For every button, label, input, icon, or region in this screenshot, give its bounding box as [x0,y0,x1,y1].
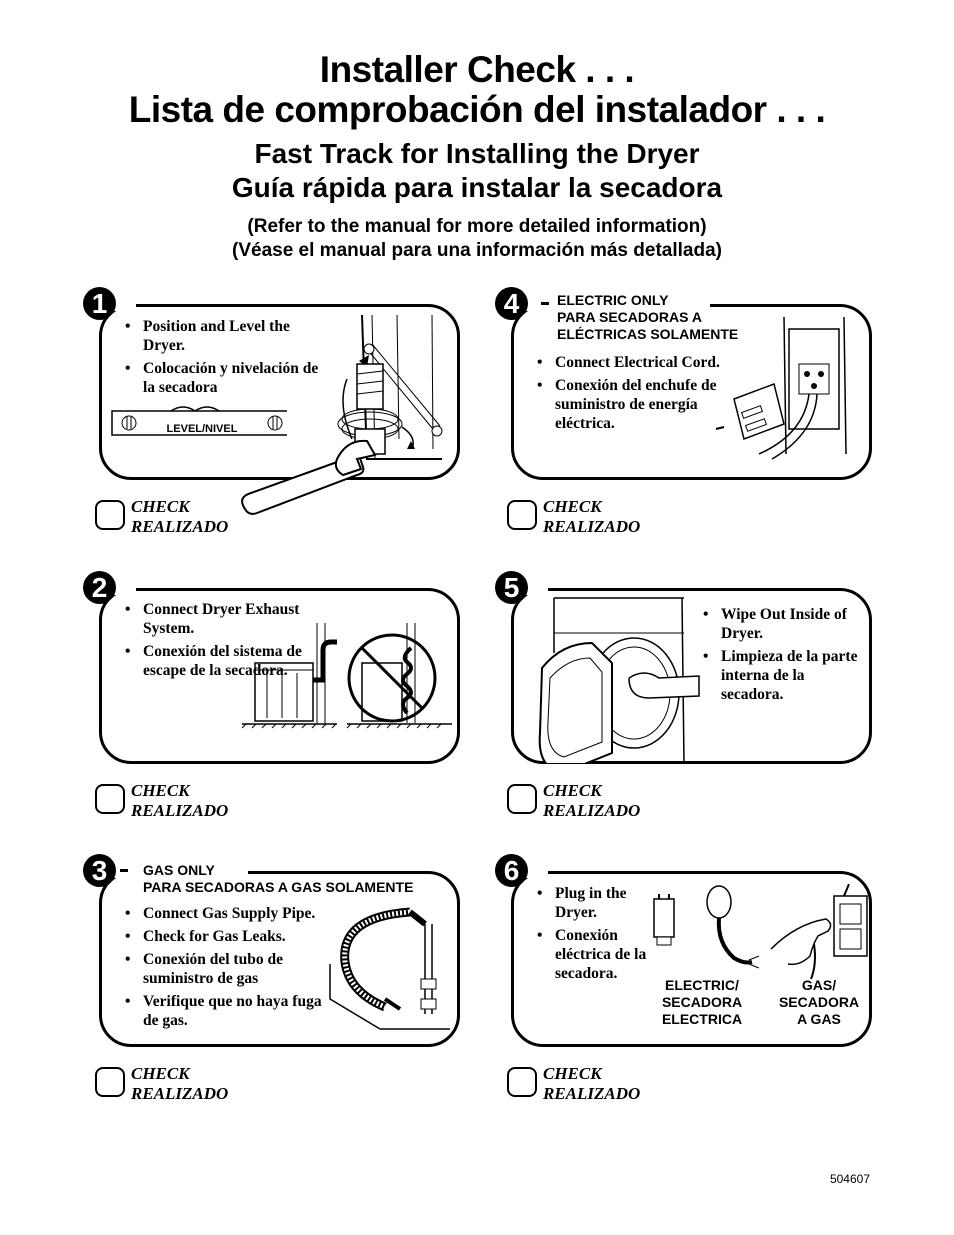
list-item: • Verifique que no haya fuga de gas. [125,992,340,1030]
step-5-instructions [703,605,863,708]
gas-only-header: GAS ONLY [143,862,215,878]
step-4-card [503,288,881,549]
electric-only-header-spanish: PARA SECADORAS A [557,309,702,325]
step-5-card [503,572,881,833]
list-item: • Colocación y nivelación de la secadora [125,359,325,397]
step-number-badge: 4 [495,287,528,320]
step-6-instructions [537,884,647,987]
refer-note-spanish: (Véase el manual para una información más detallada) [232,240,722,261]
list-item: • Connect Gas Supply Pipe. [125,904,340,923]
gas-dryer-label: GAS/ SECADORA A GAS [778,977,860,1027]
step-1-card [91,288,469,549]
step-3-card [91,855,469,1116]
check-label: CHECK REALIZADO [131,497,229,536]
level-label: LEVEL/NIVEL [166,423,238,435]
list-item: • Conexión del tubo de suministro de gas [125,950,340,988]
check-box[interactable] [507,1067,537,1097]
dryer-drum-wipe-illustration [534,593,704,763]
list-item: • Plug in the Dryer. [537,884,647,922]
check-box[interactable] [95,784,125,814]
subtitle-spanish: Guía rápida para instalar la secadora [231,172,723,203]
refer-note-english: (Refer to the manual for more detailed information) [247,216,707,237]
list-item: • Check for Gas Leaks. [125,927,340,946]
gas-pipe-illustration [325,904,455,1044]
step-number-badge: 5 [495,571,528,604]
step-number-badge: 2 [83,571,116,604]
step-4-instructions [537,353,742,437]
electric-only-header: ELECTRIC ONLY [557,292,669,308]
step-number-badge: 1 [83,287,116,320]
title-spanish: Lista de comprobación del instalador . . . [128,89,826,130]
list-item: • Conexión del sistema de escape de la secadora. [125,642,310,680]
step-2-instructions [125,600,310,684]
list-item: • Position and Level the Dryer. [125,317,325,355]
gas-only-header-spanish: PARA SECADORAS A GAS SOLAMENTE [143,879,414,895]
electric-only-header-spanish-2: ELÉCTRICAS SOLAMENTE [557,326,739,342]
step-number-badge: 6 [495,854,528,887]
check-box[interactable] [507,500,537,530]
list-item: • Connect Electrical Cord. [537,353,742,372]
subtitle-english: Fast Track for Installing the Dryer [254,138,700,169]
step-1-instructions [125,317,325,401]
list-item: • Limpieza de la parte interna de la secadora. [703,647,863,704]
step-number-badge: 3 [83,854,116,887]
step-6-card [503,855,881,1116]
check-label: CHECK REALIZADO [543,1064,641,1103]
list-item: • Conexión del enchufe de suministro de energía eléctrica. [537,376,742,433]
check-label: CHECK REALIZADO [543,781,641,820]
check-label: CHECK REALIZADO [543,497,641,536]
check-box[interactable] [95,1067,125,1097]
electric-dryer-label: ELECTRIC/ SECADORA ELECTRICA [661,977,743,1027]
check-label: CHECK REALIZADO [131,1064,229,1103]
step-2-card [91,572,469,833]
list-item: • Wipe Out Inside of Dryer. [703,605,863,643]
power-plug-illustration [649,884,874,1034]
check-label: CHECK REALIZADO [131,781,229,820]
check-box[interactable] [95,500,125,530]
check-box[interactable] [507,784,537,814]
list-item: • Conexión eléctrica de la secadora. [537,926,647,983]
list-item: • Connect Dryer Exhaust System. [125,600,310,638]
step-3-instructions [125,904,340,1034]
title-english: Installer Check . . . [319,49,635,90]
document-number: 504607 [829,1172,870,1186]
